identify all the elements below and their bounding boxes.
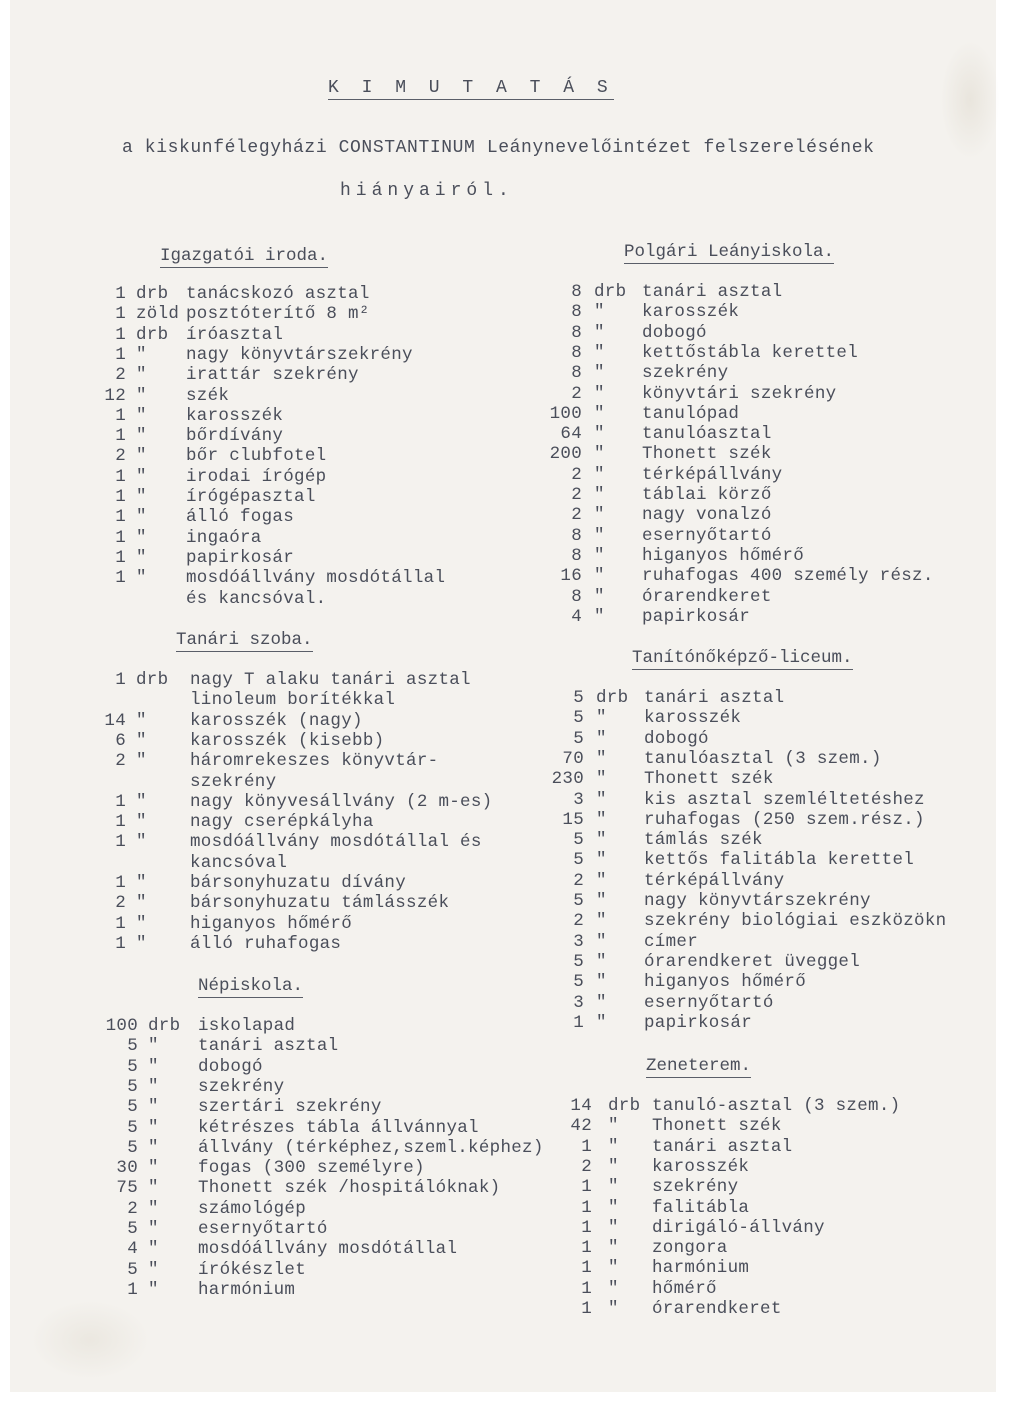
item-description: szekrény: [198, 1076, 285, 1097]
item-quantity: 5: [127, 1056, 138, 1077]
item-quantity: 3: [573, 789, 584, 810]
item-description: bőrdívány: [186, 426, 284, 447]
item-description: kancsóval: [190, 852, 288, 873]
item-quantity: 1: [115, 873, 126, 893]
item-unit: drb: [136, 284, 169, 304]
item-quantity: 1: [115, 507, 126, 528]
item-quantity: 64: [560, 424, 582, 445]
item-unit: ": [136, 527, 147, 548]
item-unit: ": [596, 870, 607, 891]
item-description: karosszék (kisebb): [190, 730, 385, 751]
item-quantity: 8: [571, 322, 582, 343]
item-unit: ": [148, 1219, 159, 1239]
item-description: higanyos hőmérő: [644, 972, 807, 993]
item-description: órarendkeret: [642, 586, 772, 607]
item-unit: ": [148, 1056, 159, 1077]
item-unit: ": [596, 850, 607, 871]
item-description: írógépasztal: [186, 487, 316, 507]
item-quantity: 5: [573, 850, 584, 871]
item-description: dirigáló-állvány: [652, 1217, 825, 1238]
item-description: térképállvány: [644, 870, 785, 891]
item-description: bőr clubfotel: [186, 446, 327, 467]
item-quantity: 8: [571, 342, 582, 363]
item-unit: ": [594, 403, 605, 424]
item-description: szék: [186, 385, 230, 406]
item-quantity: 1: [581, 1278, 592, 1299]
item-description: kettőstábla kerettel: [642, 342, 859, 363]
item-quantity: 2: [115, 893, 126, 914]
document-subtitle: a kiskunfélegyházi CONSTANTINUM Leánynevelőintézet felszerelésének: [122, 138, 875, 158]
item-unit: ": [136, 710, 147, 731]
item-quantity: 14: [104, 710, 126, 731]
item-unit: ": [594, 545, 605, 566]
item-description: hőmérő: [652, 1278, 717, 1299]
item-description: esernyőtartó: [644, 992, 774, 1013]
item-unit: ": [136, 913, 147, 934]
item-quantity: 1: [127, 1279, 138, 1300]
item-description: papirkosár: [644, 1012, 753, 1033]
item-description: papirkosár: [186, 547, 295, 568]
item-unit: ": [148, 1117, 159, 1138]
item-unit: ": [596, 728, 607, 749]
item-unit: ": [148, 1158, 159, 1179]
item-unit: drb: [136, 324, 169, 345]
item-quantity: 2: [581, 1156, 592, 1177]
item-quantity: 12: [104, 385, 126, 406]
item-description: támlás szék: [644, 830, 763, 851]
item-description: tanári asztal: [642, 282, 783, 302]
item-description: Thonett szék: [652, 1116, 782, 1137]
item-description: mosdóállvány mosdótállal: [198, 1239, 458, 1260]
item-description: nagy könyvtárszekrény: [644, 891, 871, 911]
item-unit: ": [148, 1097, 159, 1118]
item-description: tanulópad: [642, 403, 740, 424]
item-description: szertári szekrény: [198, 1097, 382, 1118]
item-quantity: 230: [551, 769, 584, 790]
item-unit: ": [148, 1239, 159, 1260]
item-description: álló ruhafogas: [190, 933, 342, 954]
item-description: harmónium: [652, 1258, 750, 1279]
item-unit: drb: [136, 670, 169, 690]
item-quantity: 4: [127, 1239, 138, 1260]
item-description: táblai körző: [642, 485, 772, 505]
item-unit: ": [596, 911, 607, 932]
item-unit: ": [596, 891, 607, 911]
item-quantity: 1: [581, 1136, 592, 1157]
item-unit: ": [136, 812, 147, 833]
item-quantity: 1: [115, 527, 126, 548]
item-quantity: 5: [573, 830, 584, 851]
item-unit: ": [608, 1238, 619, 1259]
item-quantity: 1: [581, 1299, 592, 1319]
item-description: zongora: [652, 1238, 728, 1259]
item-description: nagy cserépkályha: [190, 812, 374, 833]
section-heading-zeneterem: Zeneterem.: [646, 1056, 752, 1076]
item-unit: ": [594, 424, 605, 445]
item-description: ruhafogas (250 szem.rész.): [644, 809, 925, 830]
item-description: állvány (térképhez,szeml.képhez): [198, 1137, 544, 1158]
item-unit: ": [136, 385, 147, 406]
item-unit: ": [594, 363, 605, 384]
item-description: címer: [644, 931, 699, 952]
item-quantity: 5: [127, 1036, 138, 1057]
item-quantity: 8: [571, 282, 582, 302]
item-quantity: 8: [571, 525, 582, 546]
item-quantity: 1: [115, 670, 126, 690]
item-description: órarendkeret: [652, 1299, 782, 1319]
item-description: Thonett szék /hospitálóknak): [198, 1178, 501, 1199]
item-quantity: 5: [573, 891, 584, 911]
item-description: számológép: [198, 1198, 307, 1219]
item-quantity: 2: [573, 911, 584, 932]
item-unit: ": [136, 730, 147, 751]
item-unit: ": [136, 426, 147, 447]
item-description: falitábla: [652, 1197, 750, 1218]
item-quantity: 1: [581, 1177, 592, 1198]
item-quantity: 100: [105, 1016, 138, 1036]
item-description: íróasztal: [186, 324, 284, 345]
item-quantity: 1: [115, 284, 126, 304]
item-unit: ": [594, 525, 605, 546]
item-unit: ": [596, 972, 607, 993]
item-quantity: 200: [549, 444, 582, 465]
item-description: nagy T alaku tanári asztal: [190, 670, 471, 690]
item-unit: ": [596, 1012, 607, 1033]
item-unit: ": [136, 832, 147, 853]
item-quantity: 70: [562, 748, 584, 769]
item-unit: ": [136, 466, 147, 487]
item-unit: ": [608, 1116, 619, 1137]
item-quantity: 8: [571, 545, 582, 566]
item-quantity: 42: [570, 1116, 592, 1137]
item-unit: ": [148, 1259, 159, 1280]
item-unit: ": [596, 830, 607, 851]
item-quantity: 2: [571, 383, 582, 404]
item-quantity: 4: [571, 606, 582, 627]
item-description: szekrény: [642, 363, 729, 384]
item-quantity: 1: [115, 791, 126, 812]
item-description: kétrészes tábla állvánnyal: [198, 1117, 479, 1138]
item-quantity: 1: [115, 933, 126, 954]
item-unit: ": [136, 893, 147, 914]
item-description: nagy könyvtárszekrény: [186, 344, 413, 365]
item-quantity: 2: [573, 870, 584, 891]
item-description: mosdóállvány mosdótállal és: [190, 832, 482, 853]
item-quantity: 8: [571, 586, 582, 607]
item-description: tanári asztal: [198, 1036, 339, 1057]
item-unit: ": [136, 507, 147, 528]
item-description: ruhafogas 400 személy rész.: [642, 566, 934, 587]
item-unit: ": [594, 302, 605, 323]
item-quantity: 5: [127, 1137, 138, 1158]
item-unit: ": [594, 606, 605, 627]
item-unit: ": [596, 789, 607, 810]
section-heading-tanitonokepzo: Tanítónőképző-liceum.: [632, 648, 853, 668]
item-description: tanácskozó asztal: [186, 284, 370, 304]
item-quantity: 1: [115, 487, 126, 507]
item-unit: ": [596, 809, 607, 830]
item-quantity: 1: [115, 568, 126, 589]
item-unit: ": [594, 464, 605, 485]
item-quantity: 5: [573, 972, 584, 993]
item-description: bársonyhuzatu dívány: [190, 873, 407, 893]
item-quantity: 2: [127, 1198, 138, 1219]
item-quantity: 75: [116, 1178, 138, 1199]
item-quantity: 5: [127, 1259, 138, 1280]
item-unit: ": [148, 1076, 159, 1097]
section-heading-igazgatoi: Igazgatói iroda.: [160, 246, 329, 266]
section-heading-tanari: Tanári szoba.: [176, 630, 313, 650]
document-title: K I M U T A T Á S: [328, 78, 614, 98]
item-unit: ": [136, 751, 147, 772]
item-quantity: 5: [573, 688, 584, 708]
item-description: harmónium: [198, 1279, 296, 1300]
section-heading-polgari: Polgári Leányiskola.: [624, 242, 835, 262]
item-unit: ": [136, 873, 147, 893]
item-quantity: 3: [573, 931, 584, 952]
item-quantity: 16: [560, 566, 582, 587]
item-description: nagy könyvesállvány (2 m-es): [190, 791, 493, 812]
item-unit: ": [608, 1177, 619, 1198]
item-quantity: 1: [581, 1258, 592, 1279]
item-description: mosdóállvány mosdótállal: [186, 568, 446, 589]
item-description: és kancsóval.: [186, 588, 327, 609]
item-description: szekrény: [190, 771, 277, 792]
item-description: higanyos hőmérő: [642, 545, 805, 566]
item-description: nagy vonalzó: [642, 505, 772, 526]
item-description: papirkosár: [642, 606, 751, 627]
item-unit: ": [596, 769, 607, 790]
item-description: kis asztal szemléltetéshez: [644, 789, 925, 810]
item-quantity: 1: [115, 466, 126, 487]
item-quantity: 1: [115, 324, 126, 345]
item-quantity: 1: [115, 832, 126, 853]
item-unit: ": [596, 708, 607, 729]
item-unit: ": [148, 1036, 159, 1057]
item-description: posztóterítő 8 m²: [186, 304, 370, 325]
item-description: karosszék: [652, 1156, 750, 1177]
item-unit: ": [136, 547, 147, 568]
section-heading-nepiskola: Népiskola.: [198, 976, 304, 996]
item-unit: ": [594, 444, 605, 465]
item-quantity: 5: [127, 1219, 138, 1239]
item-unit: drb: [596, 688, 629, 708]
item-unit: ": [136, 405, 147, 426]
item-unit: ": [608, 1156, 619, 1177]
item-unit: drb: [148, 1016, 181, 1036]
item-description: álló fogas: [186, 507, 295, 528]
item-description: iskolapad: [198, 1016, 296, 1036]
item-quantity: 1: [115, 304, 126, 325]
item-unit: drb: [608, 1096, 641, 1116]
item-quantity: 1: [115, 812, 126, 833]
item-quantity: 3: [573, 992, 584, 1013]
item-unit: ": [136, 344, 147, 365]
item-description: irattár szekrény: [186, 365, 359, 386]
paper-stain: [940, 40, 1000, 160]
item-quantity: 8: [571, 363, 582, 384]
item-quantity: 100: [549, 403, 582, 424]
item-description: esernyőtartó: [642, 525, 772, 546]
item-description: háromrekeszes könyvtár-: [190, 751, 439, 772]
item-quantity: 30: [116, 1158, 138, 1179]
item-unit: ": [136, 487, 147, 507]
item-unit: ": [608, 1217, 619, 1238]
item-description: tanári asztal: [652, 1136, 793, 1157]
item-description: linoleum borítékkal: [190, 690, 396, 711]
item-unit: ": [608, 1197, 619, 1218]
item-quantity: 5: [127, 1097, 138, 1118]
item-quantity: 8: [571, 302, 582, 323]
item-description: Thonett szék: [644, 769, 774, 790]
item-unit: ": [148, 1137, 159, 1158]
item-description: tanuló-asztal (3 szem.): [652, 1096, 901, 1116]
item-unit: ": [596, 992, 607, 1013]
item-description: karosszék: [642, 302, 740, 323]
item-quantity: 2: [115, 365, 126, 386]
item-description: Thonett szék: [642, 444, 772, 465]
item-description: bársonyhuzatu támlásszék: [190, 893, 450, 914]
item-unit: ": [594, 566, 605, 587]
item-description: tanulóasztal: [642, 424, 772, 445]
item-quantity: 1: [115, 913, 126, 934]
item-unit: zöld: [136, 304, 180, 325]
item-quantity: 1: [115, 344, 126, 365]
item-description: kettős falitábla kerettel: [644, 850, 915, 871]
item-quantity: 5: [127, 1076, 138, 1097]
item-unit: ": [148, 1178, 159, 1199]
item-quantity: 5: [127, 1117, 138, 1138]
item-description: dobogó: [198, 1056, 263, 1077]
item-description: karosszék: [186, 405, 284, 426]
item-description: fogas (300 személyre): [198, 1158, 425, 1179]
item-unit: ": [608, 1278, 619, 1299]
item-unit: ": [608, 1136, 619, 1157]
item-description: könyvtári szekrény: [642, 383, 837, 404]
item-quantity: 1: [115, 405, 126, 426]
item-description: szekrény biológiai eszközökn: [644, 911, 947, 932]
item-quantity: 5: [573, 951, 584, 972]
item-unit: ": [594, 322, 605, 343]
item-unit: ": [136, 446, 147, 467]
item-description: szekrény: [652, 1177, 739, 1198]
item-unit: ": [148, 1279, 159, 1300]
item-description: írókészlet: [198, 1259, 307, 1280]
item-description: irodai írógép: [186, 466, 327, 487]
item-description: higanyos hőmérő: [190, 913, 353, 934]
item-quantity: 1: [115, 547, 126, 568]
item-quantity: 15: [562, 809, 584, 830]
item-description: dobogó: [642, 322, 707, 343]
item-description: tanulóasztal (3 szem.): [644, 748, 882, 769]
item-quantity: 1: [581, 1217, 592, 1238]
item-quantity: 2: [571, 485, 582, 505]
item-quantity: 1: [581, 1197, 592, 1218]
item-unit: ": [594, 505, 605, 526]
item-quantity: 1: [581, 1238, 592, 1259]
item-quantity: 2: [571, 505, 582, 526]
item-unit: ": [594, 586, 605, 607]
item-quantity: 1: [573, 1012, 584, 1033]
item-unit: ": [594, 342, 605, 363]
item-description: térképállvány: [642, 464, 783, 485]
item-description: ingaóra: [186, 527, 262, 548]
item-unit: ": [136, 933, 147, 954]
item-unit: ": [596, 951, 607, 972]
item-description: dobogó: [644, 728, 709, 749]
item-unit: ": [148, 1198, 159, 1219]
item-quantity: 2: [115, 446, 126, 467]
item-description: karosszék (nagy): [190, 710, 363, 731]
paper-stain: [30, 1300, 150, 1380]
item-unit: ": [608, 1299, 619, 1319]
item-quantity: 6: [115, 730, 126, 751]
item-unit: ": [596, 931, 607, 952]
item-unit: ": [136, 568, 147, 589]
item-unit: ": [608, 1258, 619, 1279]
item-quantity: 5: [573, 728, 584, 749]
item-unit: ": [136, 791, 147, 812]
item-quantity: 2: [115, 751, 126, 772]
item-description: tanári asztal: [644, 688, 785, 708]
item-description: esernyőtartó: [198, 1219, 328, 1239]
item-quantity: 2: [571, 464, 582, 485]
document-subtitle-continued: hiányairól.: [340, 181, 514, 201]
item-unit: ": [594, 383, 605, 404]
item-unit: ": [596, 748, 607, 769]
item-quantity: 14: [570, 1096, 592, 1116]
item-description: órarendkeret üveggel: [644, 951, 861, 972]
item-unit: ": [594, 485, 605, 505]
item-unit: ": [136, 365, 147, 386]
item-quantity: 5: [573, 708, 584, 729]
item-unit: drb: [594, 282, 627, 302]
item-quantity: 1: [115, 426, 126, 447]
item-description: karosszék: [644, 708, 742, 729]
